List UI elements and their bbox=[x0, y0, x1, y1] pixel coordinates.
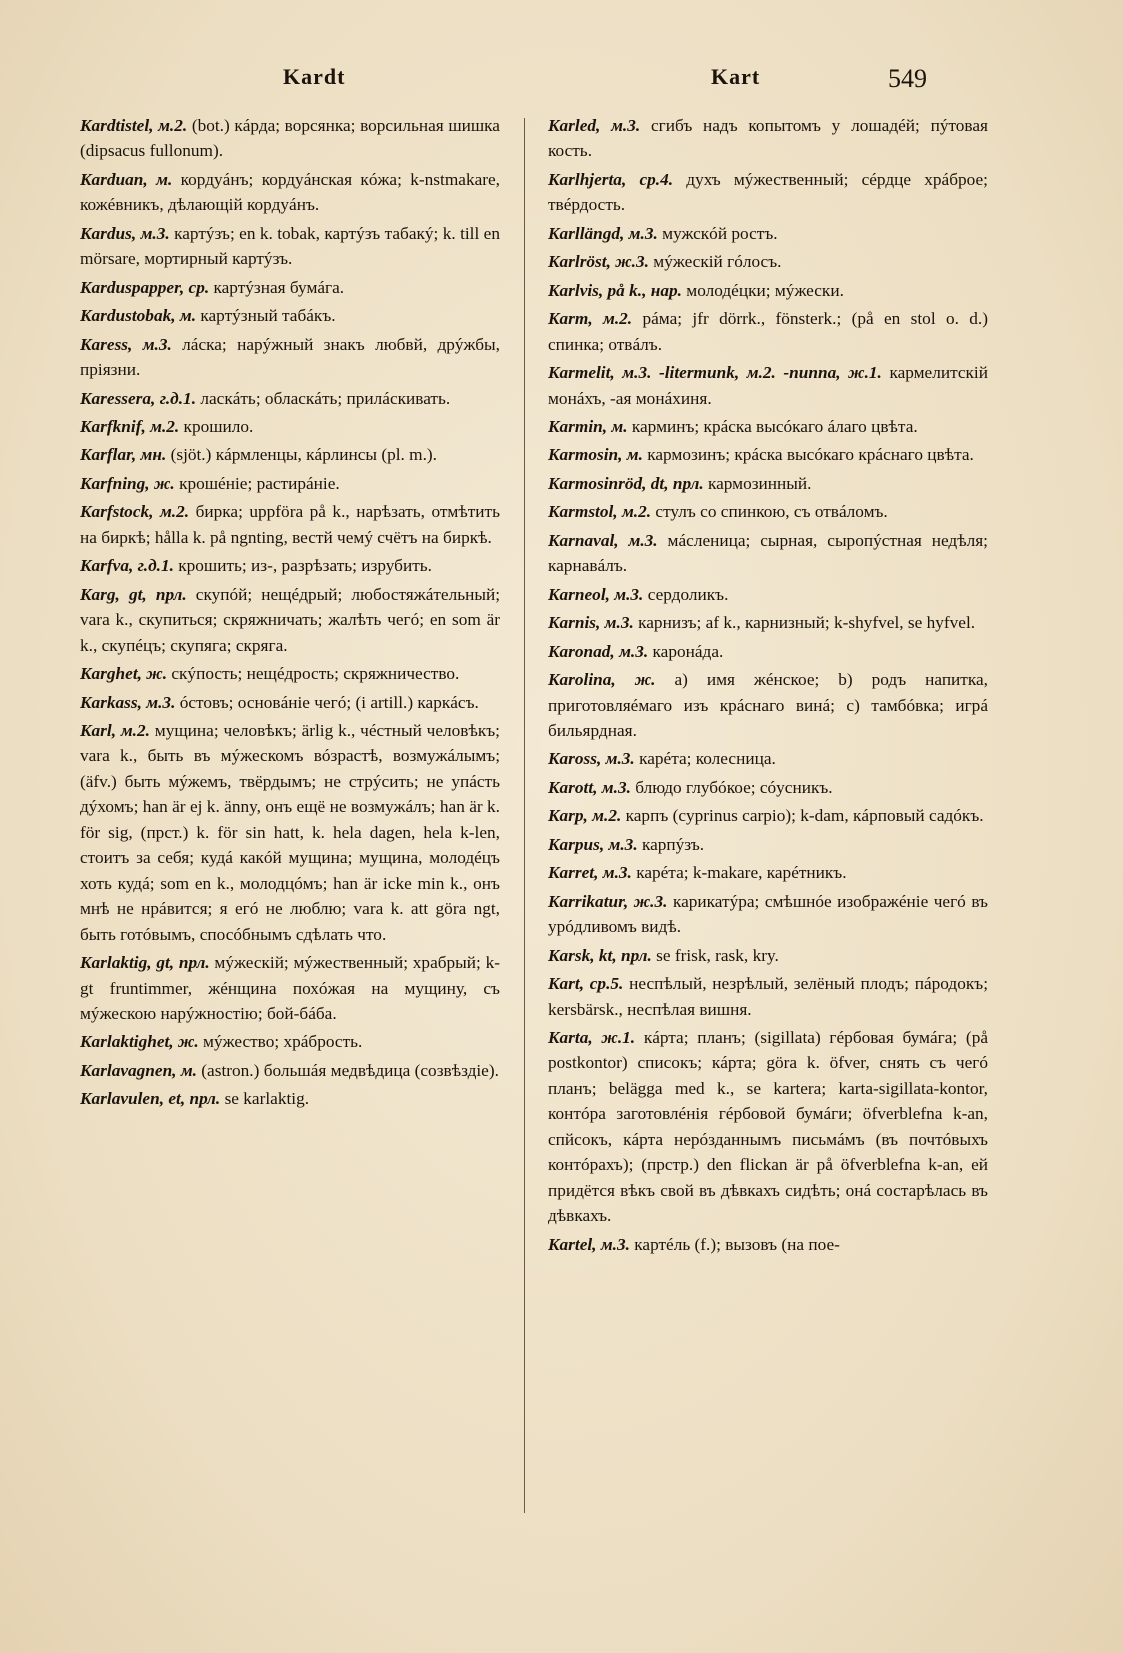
entry-headword: Karmosin, bbox=[548, 445, 623, 465]
entry-headword: Karduspapper, bbox=[80, 277, 185, 297]
entry-grammar: kt, прл. bbox=[594, 945, 652, 965]
dictionary-entry bbox=[548, 860, 988, 885]
entry-definition: карéта; колесница. bbox=[634, 749, 776, 769]
entry-headword: Karess, bbox=[80, 334, 133, 354]
dictionary-entry bbox=[80, 1058, 500, 1083]
entry-definition: картéль (f.); вызовъ (на пое- bbox=[629, 1234, 840, 1254]
entry-grammar: м.3. bbox=[132, 334, 172, 354]
entry-headword: Karled, bbox=[548, 116, 601, 135]
dictionary-entry bbox=[80, 1029, 500, 1054]
entry-definition: мýжескiй; мýжественный; храбрый; k-gt fruntimmer, жéнщина похóжая на мущину, съ мýжескою нарýжностiю; бой-бáба. bbox=[80, 953, 501, 1023]
entry-definition: (astron.) большáя медвѣдица (созвѣздiе). bbox=[196, 1060, 499, 1080]
entry-definition: (bot.) кáрда; ворсянка; ворсильная шишка (dipsacus fullonum). bbox=[80, 116, 500, 161]
dictionary-entry bbox=[548, 278, 988, 303]
dictionary-entry bbox=[548, 1232, 988, 1257]
entry-headword: Karm, bbox=[548, 309, 593, 329]
entry-grammar: м.3. bbox=[624, 223, 658, 243]
entry-definition: кармозинъ; крáска высóкаго крáснаго цвѣта. bbox=[642, 445, 974, 465]
dictionary-entry bbox=[80, 471, 500, 496]
entry-grammar: нар. bbox=[646, 280, 682, 300]
entry-headword: Karlaktig, bbox=[80, 953, 152, 973]
entry-grammar: et, прл. bbox=[164, 1089, 221, 1109]
entry-definition: бирка; uppföra på k., нарѣзать, отмѣтить на биркѣ; hålla k. på ngnting, вестй чемý счётъ на биркѣ. bbox=[80, 502, 500, 547]
entry-definition: карминъ; крáска высóкаго áлаго цвѣта. bbox=[627, 416, 918, 436]
entry-definition: карéта; k-makare, карéтникъ. bbox=[631, 863, 847, 883]
entry-headword: Karfknif, bbox=[80, 416, 146, 436]
entry-definition: духъ мýжественный; сéрдце хрáброе; твéрдость. bbox=[548, 169, 988, 215]
header-right-guide-word: Kart bbox=[711, 64, 761, 89]
entry-headword: Karlavulen, bbox=[80, 1089, 165, 1109]
entry-grammar: м.3. bbox=[618, 530, 658, 550]
entry-headword: Kart, bbox=[548, 974, 585, 994]
dictionary-entry bbox=[80, 275, 500, 300]
entry-definition: кармелитскiй монáхъ, -ая монáхиня. bbox=[548, 363, 988, 408]
entry-definition: se frisk, rask, kry. bbox=[651, 945, 779, 965]
entry-definition: крошить; из-, разрѣзать; изрубить. bbox=[173, 556, 432, 576]
entry-headword: Kardus, bbox=[80, 223, 137, 243]
entry-grammar: м.2. bbox=[153, 116, 188, 135]
entry-definition: лáска; нарýжный знакъ любвй, дрýжбы, прiязни. bbox=[80, 334, 500, 380]
dictionary-entry bbox=[80, 221, 500, 272]
header-left-guide-word: Kardt bbox=[283, 64, 346, 89]
entry-grammar: gt, прл. bbox=[119, 584, 187, 604]
dictionary-entry bbox=[548, 414, 988, 439]
entry-headword: Karmelit, bbox=[548, 363, 615, 383]
entry-headword: Karonad, bbox=[548, 641, 615, 661]
entry-headword: Karfstock, bbox=[80, 502, 154, 522]
entry-grammar: г.д.1. bbox=[133, 556, 174, 576]
entry-grammar: м.2. bbox=[592, 309, 633, 329]
entry-definition: карпýзъ. bbox=[637, 834, 705, 854]
entry-definition: картýзъ; en k. tobak, картýзъ табакý; k. till en mörsare, мортирный картýзъ. bbox=[80, 223, 500, 269]
entry-headword: Kardustobak, bbox=[80, 306, 176, 326]
entry-grammar: м.3. bbox=[600, 613, 634, 633]
dictionary-entry bbox=[548, 610, 988, 635]
entry-grammar: м.3. bbox=[141, 692, 176, 712]
entry-definition: мущина; человѣкъ; ärlig k., чéстный человѣкъ; vara k., быть въ мýжескомъ вóзрастѣ, возмужáлымъ; (äfv.) быть мýжемъ, твёрдымъ; не стрýсить; не упáсть дýхомъ; han är ej k. änny, онъ ещё не возмужáлъ; han är k. för sig, (прст.) k. för sin hatt, k. hela dagen, hela k-len, стоитъ за себя; кудá какóй мущина; мущина, молодéцъ хоть кудá; som en k., молодцóмъ; han är icke min k., онъ мнѣ не нрáвится; я егó не люблю; vara k. att göra ngt, быть готóвымъ, спосóбнымъ сдѣлать что. bbox=[80, 720, 500, 944]
dictionary-entry bbox=[80, 386, 500, 411]
entry-headword: Kardtistel, bbox=[80, 116, 154, 135]
entry-headword: Kartel, bbox=[548, 1234, 597, 1254]
entry-definition: молодéцки; мýжески. bbox=[681, 280, 844, 300]
entry-headword: Karlröst, bbox=[548, 252, 611, 272]
entry-headword: Karlavagnen, bbox=[80, 1060, 177, 1080]
entry-definition: кордуáнъ; кордуáнская кóжа; k-nstmakare, кожéвникъ, дѣлающiй кордуáнъ. bbox=[80, 169, 500, 215]
entry-grammar: м.2. bbox=[587, 806, 622, 826]
entry-headword: Karflar, bbox=[80, 445, 137, 465]
entry-grammar: мн. bbox=[136, 445, 167, 465]
dictionary-entry bbox=[548, 582, 988, 607]
entry-headword: Karmosinröd, bbox=[548, 473, 647, 493]
entry-headword: Karrikatur, bbox=[548, 891, 629, 911]
entry-headword: Karllängd, bbox=[548, 223, 625, 243]
entry-grammar: м.3. bbox=[597, 777, 631, 797]
entry-definition: ласкáть; обласкáть; прилáскивать. bbox=[196, 388, 451, 408]
entry-definition: картýзная бумáга. bbox=[209, 277, 345, 297]
entry-headword: Karp, bbox=[548, 806, 588, 826]
entry-headword: Karessera, bbox=[80, 388, 156, 408]
dictionary-entry bbox=[80, 499, 500, 550]
dictionary-entry bbox=[548, 528, 988, 579]
entry-definition: мáсленица; сырная, сыропýстная недѣля; карнавáлъ. bbox=[548, 530, 988, 576]
column-divider bbox=[524, 118, 525, 1513]
dictionary-entry bbox=[548, 167, 988, 218]
entry-definition: блюдо глубóкое; сóусникъ. bbox=[630, 777, 833, 797]
entry-definition: крошило. bbox=[179, 416, 254, 436]
entry-grammar: dt, прл. bbox=[646, 473, 704, 493]
entry-grammar: ср.5. bbox=[584, 974, 624, 994]
dictionary-entry bbox=[548, 306, 988, 357]
dictionary-entry bbox=[80, 718, 500, 947]
entry-headword: Karlaktighet, bbox=[80, 1032, 174, 1052]
entry-definition: a) имя жéнское; b) родъ напитка, приготовляéмаго изъ крáснаго винá; c) тамбóвка; игрá бильярдная. bbox=[548, 670, 988, 740]
entry-grammar: м. bbox=[147, 169, 173, 189]
entry-grammar: м.2. bbox=[145, 416, 180, 436]
dictionary-entry bbox=[80, 661, 500, 686]
dictionary-entry bbox=[80, 167, 500, 218]
dictionary-entry bbox=[548, 639, 988, 664]
entry-grammar: ж.1. bbox=[592, 1027, 636, 1047]
entry-definition: рáма; jfr dörrk., fönsterk.; (på en stol o. d.) спинка; отвáлъ. bbox=[548, 309, 988, 354]
entry-headword: Karta, bbox=[548, 1027, 593, 1047]
entry-grammar: м. bbox=[175, 306, 197, 326]
entry-headword: Karolina, bbox=[548, 670, 616, 690]
entry-headword: Karl, bbox=[80, 720, 117, 740]
entry-headword: Karghet, bbox=[80, 664, 142, 684]
dictionary-entry bbox=[80, 113, 500, 164]
dictionary-entry bbox=[548, 1025, 988, 1229]
entry-headword: Karret, bbox=[548, 863, 599, 883]
entry-definition: картýзный табáкъ. bbox=[196, 306, 336, 326]
dictionary-entry bbox=[548, 746, 988, 771]
dictionary-entry bbox=[548, 360, 988, 411]
entry-definition: крошéнiе; растирáнiе. bbox=[174, 473, 340, 493]
dictionary-entry bbox=[548, 832, 988, 857]
entry-headword: Karsk, bbox=[548, 945, 595, 965]
entry-headword: Karneol, bbox=[548, 584, 610, 604]
entry-grammar: м.3. bbox=[596, 1234, 630, 1254]
entry-headword: Karlvis, på k., bbox=[548, 280, 647, 300]
entry-definition: стулъ со спинкою, съ отвáломъ. bbox=[651, 502, 888, 522]
entry-definition: скýпость; нещéдрость; скряжничество. bbox=[167, 664, 460, 684]
entry-definition: мужскóй ростъ. bbox=[657, 223, 778, 243]
entry-headword: Karpus, bbox=[548, 834, 605, 854]
entry-grammar: ж. bbox=[149, 473, 175, 493]
dictionary-entry bbox=[80, 414, 500, 439]
entry-grammar: м. bbox=[622, 445, 643, 465]
entry-definition: мýжество; хрáбрость. bbox=[198, 1032, 363, 1052]
entry-grammar: м.3. bbox=[600, 116, 641, 135]
dictionary-entry bbox=[548, 221, 988, 246]
dictionary-entry bbox=[80, 950, 500, 1026]
entry-definition: неспѣлый, незрѣлый, зелёный плодъ; пáродокъ; kersbärsk., неспѣлая вишня. bbox=[548, 974, 988, 1019]
entry-headword: Karg, bbox=[80, 584, 120, 604]
dictionary-entry bbox=[80, 303, 500, 328]
entry-grammar: м.3. bbox=[614, 641, 649, 661]
entry-grammar: м.3. -litermunk, м.2. -nunna, ж.1. bbox=[614, 363, 882, 383]
dictionary-entry bbox=[80, 553, 500, 578]
dictionary-entry bbox=[548, 249, 988, 274]
entry-grammar: м.3. bbox=[601, 749, 635, 769]
dictionary-entry bbox=[548, 889, 988, 940]
entry-definition: карпъ (cyprinus carpio); k-dam, кáрповый садóкъ. bbox=[621, 806, 984, 826]
entry-headword: Karmstol, bbox=[548, 502, 618, 522]
entry-grammar: ж. bbox=[615, 670, 656, 690]
dictionary-entry bbox=[548, 471, 988, 496]
entry-headword: Kaross, bbox=[548, 749, 602, 769]
dictionary-entry bbox=[548, 943, 988, 968]
entry-grammar: м.3. bbox=[609, 584, 644, 604]
left-column bbox=[80, 113, 500, 1112]
entry-definition: карнизъ; af k., карнизный; k-shyfvel, se hyfvel. bbox=[633, 613, 976, 633]
entry-headword: Karott, bbox=[548, 777, 598, 797]
entry-grammar: м.2. bbox=[617, 502, 652, 522]
entry-grammar: gt, прл. bbox=[151, 953, 210, 973]
dictionary-entry bbox=[80, 332, 500, 383]
dictionary-entry bbox=[80, 690, 500, 715]
entry-headword: Karkass, bbox=[80, 692, 142, 712]
entry-grammar: м.3. bbox=[604, 834, 638, 854]
dictionary-entry bbox=[548, 971, 988, 1022]
entry-definition: скупóй; нещéдрый; любостяжáтельный; vara k., скупиться; скряжничать; жалѣть чегó; en som är k., скупéцъ; скупяга; скряга. bbox=[80, 584, 501, 655]
page-header bbox=[78, 64, 978, 94]
entry-grammar: м.3. bbox=[598, 863, 632, 883]
entry-grammar: м.2. bbox=[116, 720, 150, 740]
dictionary-entry bbox=[548, 442, 988, 467]
entry-definition: se karlaktig. bbox=[220, 1089, 310, 1109]
entry-headword: Karfva, bbox=[80, 556, 134, 576]
dictionary-entry bbox=[548, 775, 988, 800]
entry-grammar: м.2. bbox=[153, 502, 190, 522]
entry-grammar: ж.3. bbox=[610, 252, 649, 272]
entry-headword: Karnaval, bbox=[548, 530, 619, 550]
right-column bbox=[548, 113, 988, 1257]
dictionary-entry bbox=[80, 442, 500, 467]
dictionary-entry bbox=[548, 667, 988, 743]
entry-grammar: ж.3. bbox=[628, 891, 668, 911]
entry-headword: Karmin, bbox=[548, 416, 608, 436]
entry-definition: кáрта; планъ; (sigillata) гéрбовая бумáга; (på postkontor) списокъ; кáрта; göra k. öfver, снять съ чегó планъ; belägga med k., se kartera; karta-sigillata-kontor, контóра заготовлéнiя гéрбовой бумáги; öfverblefna k-an, спйсокъ, кáрта нерóзданнымъ письмáмъ (въ почтóвыхъ контóрахъ); (прстр.) den flickan är på öfverblefna k-an, ей придётся вѣкъ свой въ дѣвкахъ сидѣть; онá состарѣлась въ дѣвкахъ. bbox=[548, 1027, 988, 1226]
dictionary-entry bbox=[548, 803, 988, 828]
page-number: 549 bbox=[888, 64, 927, 93]
entry-definition: карикатýра; смѣшнóе изображéнiе чегó въ урóдливомъ видѣ. bbox=[548, 891, 988, 937]
entry-grammar: ср. bbox=[184, 277, 210, 297]
entry-definition: сердоликъ. bbox=[643, 584, 729, 604]
entry-grammar: ср.4. bbox=[626, 169, 674, 189]
entry-grammar: ж. bbox=[173, 1032, 199, 1052]
entry-headword: Karlhjerta, bbox=[548, 169, 627, 189]
entry-grammar: г.д.1. bbox=[155, 388, 197, 408]
entry-grammar: м.3. bbox=[136, 223, 170, 243]
entry-definition: (sjöt.) кáрмленцы, кáрлинсы (pl. m.). bbox=[166, 445, 438, 465]
entry-grammar: м. bbox=[607, 416, 628, 436]
entry-grammar: м. bbox=[176, 1060, 197, 1080]
entry-definition: óстовъ; основáнiе чегó; (i artill.) каркáсъ. bbox=[175, 692, 479, 712]
entry-grammar: ж. bbox=[141, 664, 168, 684]
entry-headword: Karduan, bbox=[80, 169, 148, 189]
entry-definition: кармозинный. bbox=[703, 473, 812, 493]
dictionary-entry bbox=[80, 1086, 500, 1111]
dictionary-entry bbox=[548, 113, 988, 164]
entry-headword: Karnis, bbox=[548, 613, 601, 633]
dictionary-entry bbox=[548, 499, 988, 524]
entry-headword: Karfning, bbox=[80, 473, 150, 493]
entry-definition: каронáда. bbox=[648, 641, 724, 661]
entry-definition: сгибъ надъ копытомъ у лошадéй; пýтовая кость. bbox=[548, 116, 988, 161]
dictionary-entry bbox=[80, 582, 500, 658]
entry-definition: мýжескiй гóлосъ. bbox=[648, 252, 782, 272]
